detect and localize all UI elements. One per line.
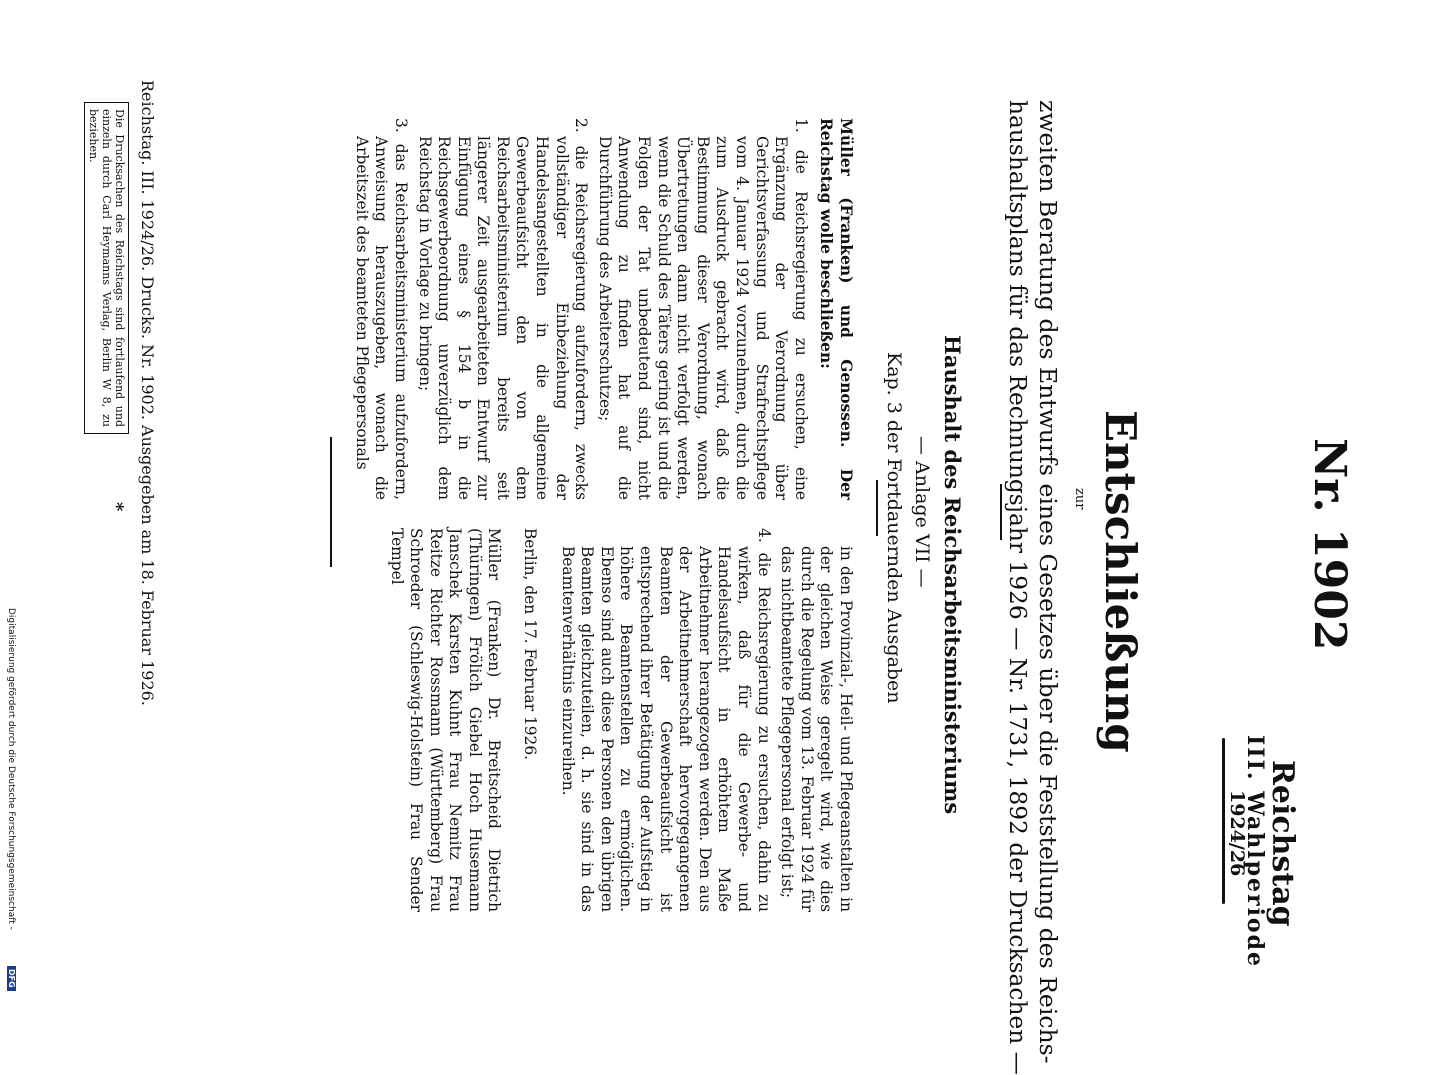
resolution-item-4: 4. die Reichsregierung zu ersuchen, dahin zu wirken, daß für die Gewerbe- und Handelsaufsicht in erhöhtem Maße Arbeitnehmer herangezogen werden. Den aus der Arbeitnehmerschaft hervorgegangenen Beamten der Gewerbeaufsicht ist entsprechend ihrer Betätigung der Aufstieg in höhere Beamtenstellen zu ermöglichen. Ebenso sind auch diese Personen den übrigen Beamten gleichzuteilen, d. h. sie sind in das Beamtenverhältnis einzureihen. [558, 528, 773, 912]
signatories: Müller (Franken) Dr. Breitscheid Dietrich (Thüringen) Frölich Giebel Hoch Husemann Janschek Karsten Kuhnt Frau Nemitz Frau Reitze Richter Rossmann (Württemberg) Frau Schroeder (Schleswig-Holstein) Frau Sender Tempel [387, 528, 504, 912]
document-title: Entschließung [1096, 410, 1145, 753]
header-rule [1222, 738, 1225, 904]
digitization-note: Digitalisierung gefördert durch die Deutsche Forschungsgemeinschaft - [6, 608, 16, 930]
footer-rule [330, 437, 332, 567]
years-label: 1924/26 [1226, 790, 1248, 877]
item-3-continuation: in den Provinzial-, Heil- und Pflegeanstalten in der gleichen Weise geregelt wird, wie dies durch die Regelung vom 13. Februar 1924 für das nichtbeamtete Pflegepersonal erfolgt ist; [778, 546, 855, 912]
verlag-note: Die Drucksachen des Reichstags sind fortlaufend und einzeln durch Carl Heymanns Verlag, Berlin W 8, zu beziehen. [87, 109, 126, 427]
footer-asterisk: * [106, 502, 127, 512]
title-divider [1000, 484, 1002, 540]
anlage-label: — Anlage VII — [911, 436, 933, 588]
left-column [351, 118, 855, 500]
kap-label: Kap. 3 der Fortdauernden Ausgaben [883, 352, 905, 704]
document-number: Nr. 1902 [1304, 438, 1355, 651]
verlag-box [84, 102, 129, 434]
title-zur: zur [1072, 488, 1087, 510]
dfg-logo: DFG [7, 966, 16, 991]
subtitle-line1: zweiten Beratung des Entwurfs eines Gesetzes über die Feststellung des Reichs- [1034, 100, 1062, 1064]
subtitle-line2: haushaltsplans für das Rechnungsjahr 1926 — Nr. 1731, 1892 der Drucksachen — [1004, 100, 1031, 1075]
right-column [386, 528, 855, 912]
resolution-intro: Müller (Franken) und Genossen. Der Reichstag wolle beschließen: [817, 118, 855, 500]
haushalt-heading: Haushalt des Reichsarbeitsministeriums [940, 335, 965, 815]
wahlperiode-label: III. Wahlperiode [1242, 735, 1268, 968]
heading-divider [876, 480, 878, 536]
reichstag-label: Reichstag [1265, 760, 1300, 927]
resolution-item-2: 2. die Reichsregierung aufzufordern, zwecks vollständiger Einbeziehung der Handelsangestellten in die allgemeine Gewerbeaufsicht den von dem Reichsarbeitsministerium bereits seit längerer Zeit ausgearbeiteten Entwurf zur Einfügung eines § 154 b in die Reichsgewerbeordnung unverzüglich dem Reichstag in Vorlage zu bringen; [415, 118, 591, 500]
drucksache-line: Reichstag. III. 1924/26. Drucks. Nr. 1902. Ausgegeben am 18. Februar 1926. [138, 80, 157, 706]
resolution-item-3: 3. das Reichsarbeitsministerium aufzufordern, Anweisung herauszugeben, wonach die Arbeitszeit des beamteten Pflegepersonals [352, 118, 410, 500]
resolution-item-1: 1. die Reichsregierung zu ersuchen, eine Ergänzung der Verordnung über Gerichtsverfassung und Strafrechtspflege vom 4. Januar 1924 vorzunehmen, durch die zum Ausdruck gebracht wird, daß die Bestimmung dieser Verordnung, wonach Übertretungen dann nicht verfolgt werden, wenn die Schuld des Täters gering ist und die Folgen der Tat unbedeutend sind, nicht Anwendung zu finden hat auf die Durchführung des Arbeiterschutzes; [595, 118, 810, 500]
date-line: Berlin, den 17. Februar 1926. [521, 528, 540, 761]
